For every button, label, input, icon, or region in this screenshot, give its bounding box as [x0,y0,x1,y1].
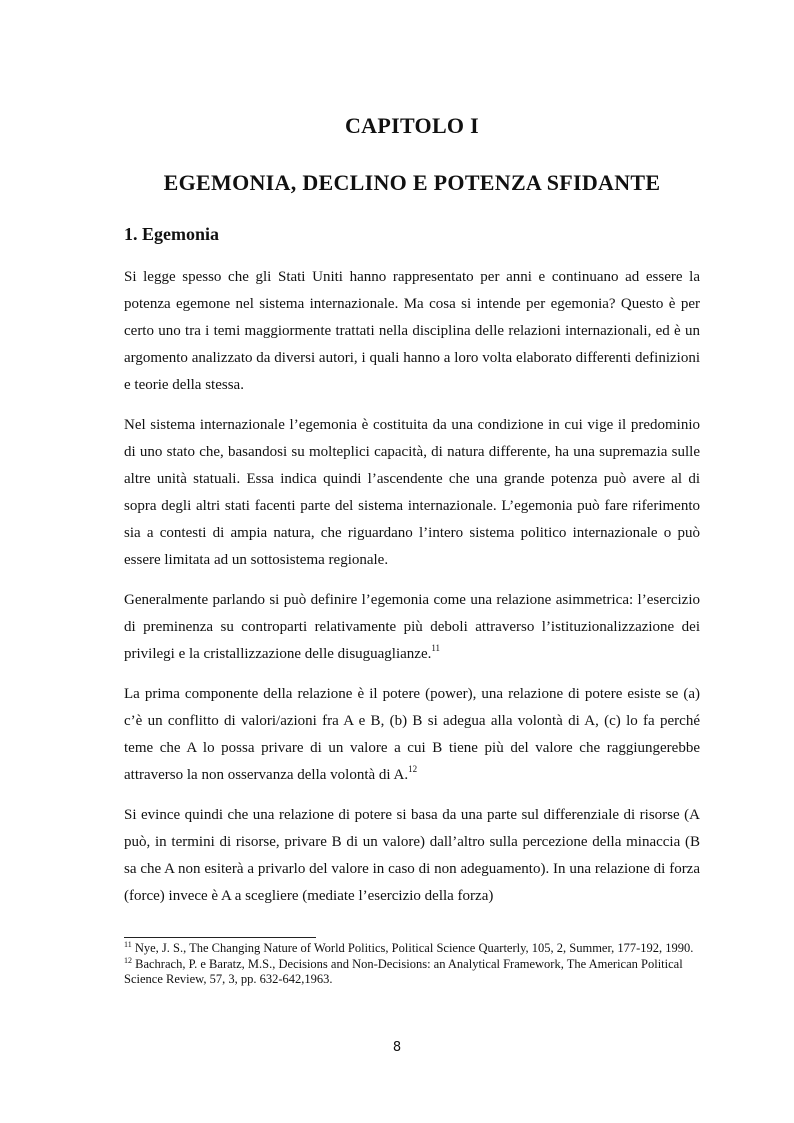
paragraph-4-text: La prima componente della relazione è il potere (power), una relazione di potere esiste se (a) c’è un conflitto di valori/azioni fra A e B, (b) B si adegua alla volontà di A, (c) lo fa perché teme che A lo possa privare di un valore a cui B tiene più del valore che raggiungerebbe attraverso la non osservanza della volontà di A. [124,686,700,783]
body-text [124,264,700,923]
paragraph-4 [124,681,700,789]
paragraph-1-text: Si legge spesso che gli Stati Uniti hanno rappresentato per anni e continuano ad essere la potenza egemone nel sistema internazionale. Ma cosa si intende per egemonia? Questo è per certo uno tra i temi maggiormente trattati nella disciplina delle relazioni internazionali, ed è un argomento analizzato da diversi autori, i quali hanno a loro volta elaborato differenti definizioni e teorie della stessa. [124,269,700,393]
footnote-number: 11 [124,940,132,949]
chapter-title: CAPITOLO I [344,113,479,138]
footnote-text: Nye, J. S., The Changing Nature of World Politics, Political Science Quarterly, 105, 2, Summer, 177-192, 1990. [131,941,694,955]
footnote-ref-12[interactable]: 12 [408,764,418,774]
footnote-number: 12 [124,956,132,965]
page-number: 8 [392,1040,402,1055]
paragraph-1 [124,264,700,399]
footnote-divider [124,937,316,938]
chapter-subtitle: EGEMONIA, DECLINO E POTENZA SFIDANTE [163,170,661,195]
paragraph-5 [124,802,700,910]
footnote-ref-11[interactable]: 11 [431,643,441,653]
paragraph-2 [124,412,700,574]
paragraph-2-text: Nel sistema internazionale l’egemonia è costituita da una condizione in cui vige il predominio di uno stato che, basandosi su molteplici capacità, di natura differente, ha una supremazia sulle altre unità statuali. Essa indica quindi l’ascendente che una grande potenza può avere al di sopra degli altri stati facenti parte del sistema internazionale. L’egemonia può fare riferimento sia a contesti di ampia natura, che riguardano l’intero sistema politico internazionale o può essere limitata ad un sottosistema regionale. [124,417,700,568]
footnote-text: Bachrach, P. e Baratz, M.S., Decisions and Non-Decisions: an Analytical Framework, The American Political Science Review, 57, 3, pp. 632-642,1963. [124,957,683,986]
section-heading: 1. Egemonia [124,224,220,244]
paragraph-3-text: Generalmente parlando si può definire l’egemonia come una relazione asimmetrica: l’esercizio di preminenza su controparti relativamente più deboli attraverso l’istituzionalizzazione dei privilegi e la cristallizzazione delle disuguaglianze. [124,592,700,662]
footnote-12 [124,957,700,987]
paragraph-5-text: Si evince quindi che una relazione di potere si basa da una parte sul differenziale di risorse (A può, in termini di risorse, privare B di un valore) dall’altro sulla percezione della minaccia (B sa che A non esiterà a privarlo del valore in caso di non adeguamento). In una relazione di forza (force) invece è A a scegliere (mediate l’esercizio della forza) [124,807,700,904]
paragraph-3 [124,587,700,668]
footnotes [124,941,700,988]
footnote-11 [124,941,700,956]
